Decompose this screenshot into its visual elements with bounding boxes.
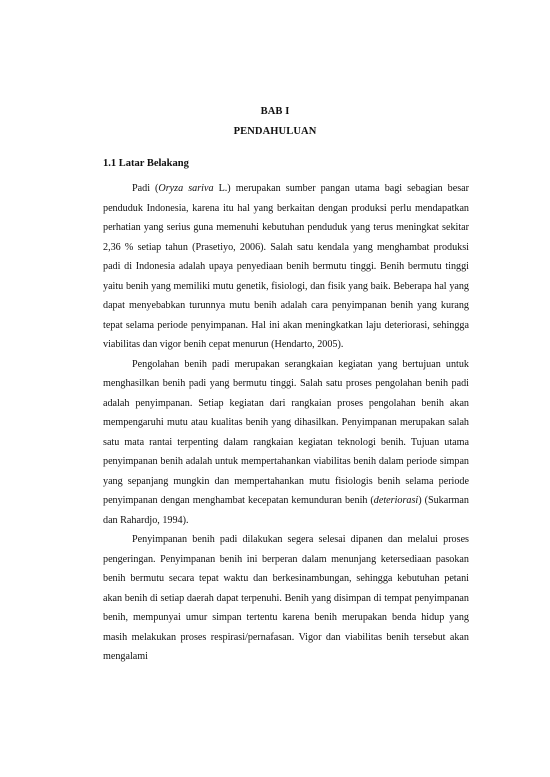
paragraph-1-scientific-name: Oryza sariva bbox=[158, 183, 214, 194]
paragraph-3 bbox=[103, 530, 469, 667]
chapter-number: BAB I bbox=[260, 106, 290, 117]
paragraph-1-text-a: Padi ( bbox=[132, 183, 159, 194]
section-heading: 1.1 Latar Belakang bbox=[103, 158, 189, 169]
paragraph-2 bbox=[103, 355, 469, 531]
body-text bbox=[103, 179, 469, 667]
paragraph-1-text-b: L.) merupakan sumber pangan utama bagi sebagian besar penduduk Indonesia, karena itu hal yang berkaitan dengan produksi perlu mendapatkan perhatian yang serius guna memenuhi kebutuhan penduduk yang terus meningkat sekitar 2,36 % setiap tahun (Prasetiyo, 2006). Salah satu kendala yang menghambat produksi padi di Indonesia adalah upaya penyediaan benih bermutu tinggi. Benih bermutu tinggi yaitu benih yang memiliki mutu genetik, fisiologi, dan fisik yang baik. Beberapa hal yang dapat menyebabkan turunnya mutu benih adalah cara penyimpanan benih yang kurang tepat selama periode penyimpanan. Hal ini akan meningkatkan laju deteriorasi, sehingga viabilitas dan vigor benih cepat menurun (Hendarto, 2005). bbox=[103, 183, 470, 350]
paragraph-2-text-a: Pengolahan benih padi merupakan serangkaian kegiatan yang bertujuan untuk menghasilkan benih padi yang bermutu tinggi. Salah satu proses pengolahan benih padi adalah penyimpanan. Setiap kegiatan dari rangkaian proses pengolahan benih akan mempengaruhi mutu atau kualitas benih yang dihasilkan. Penyimpanan merupakan salah satu mata rantai terpenting dalam rangkaian kegiatan teknologi benih. Tujuan utama penyimpanan benih adalah untuk mempertahankan viabilitas benih dalam periode simpan yang sepanjang mungkin dan mempertahankan mutu fisiologis benih selama periode penyimpanan dengan menghambat kecepatan kemunduran benih ( bbox=[103, 358, 469, 506]
chapter-title: PENDAHULUAN bbox=[233, 126, 317, 137]
paragraph-1 bbox=[103, 179, 469, 355]
paragraph-2-text-b: ) (Sukarman dan Rahardjo, 1994). bbox=[103, 495, 469, 526]
paragraph-2-italic-term: deteriorasi bbox=[373, 495, 419, 506]
paragraph-3-text: Penyimpanan benih padi dilakukan segera selesai dipanen dan melalui proses pengeringan. Penyimpanan benih ini berperan dalam menunjang ketersediaan pasokan benih bermutu secara tepat waktu dan berkesinambungan, sehingga kebutuhan petani akan benih di setiap daerah dapat terpenuhi. Benih yang disimpan di tempat penyimpanan benih, mempunyai umur simpan tertentu karena benih merupakan benda hidup yang masih melakukan proses respirasi/pernafasan. Vigor dan viabilitas benih tersebut akan mengalami bbox=[103, 534, 469, 662]
